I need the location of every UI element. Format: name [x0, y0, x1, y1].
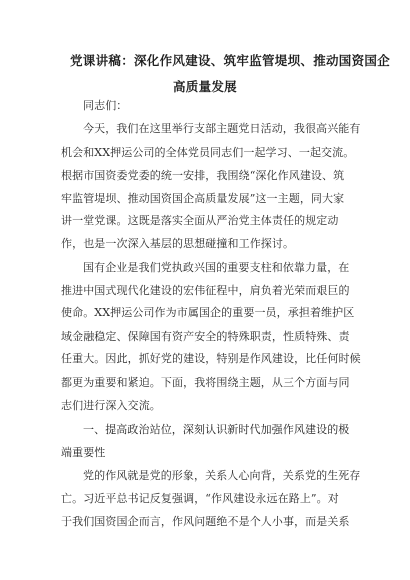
title-line-2: 高质量发展	[172, 79, 237, 94]
title-line-1: 党课讲稿：深化作风建设、筑牢监管堤坝、推动国资国企	[70, 53, 391, 68]
section-heading: 一、提高政治站位，深刻认识新时代加强作风建设的极	[83, 423, 350, 436]
paragraph-line: 党的作风就是党的形象，关系人心向背，关系党的生死存	[83, 469, 361, 482]
paragraph-line: 于我们国资国企而言，作风问题绝不是个人小事，而是关系	[61, 515, 350, 528]
paragraph-line: 牢监管堤坝、推动国资国企高质量发展”这一主题，同大家	[61, 192, 345, 205]
paragraph-line: 国有企业是我们党执政兴国的重要支柱和依靠力量，在	[83, 261, 350, 274]
paragraph-line: 讲一堂党课。这既是落实全面从严治党主体责任的规定动	[61, 214, 339, 227]
paragraph-line: 志们进行深入交流。	[61, 399, 161, 412]
paragraph-line: 机会和XX押运公司的全体党员同志们一起学习、一起交流。	[61, 146, 355, 159]
paragraph-line: 都更为重要和紧迫。下面，我将围绕主题，从三个方面与同	[61, 376, 350, 389]
paragraph-line: 使命。XX押运公司作为市属国企的重要一员，承担着维护区	[61, 306, 355, 319]
paragraph-line: 推进中国式现代化建设的宏伟征程中，肩负着光荣而艰巨的	[61, 284, 350, 297]
salutation: 同志们：	[83, 99, 128, 112]
paragraph-line: 亡。习近平总书记反复强调，“作风建设永远在路上”。对	[61, 492, 339, 505]
paragraph-line: 作，也是一次深入基层的思想碰撞和工作探讨。	[61, 237, 295, 250]
paragraph-line: 任重大。因此，抓好党的建设，特别是作风建设，比任何时候	[61, 352, 361, 365]
paragraph-line: 今天，我们在这里举行支部主题党日活动，我很高兴能有	[83, 122, 361, 135]
section-heading: 端重要性	[61, 446, 106, 459]
paragraph-line: 域金融稳定、保障国有资产安全的特殊职责，性质特殊、责	[61, 330, 350, 343]
paragraph-line: 根据市国资委党委的统一安排，我围绕“深化作风建设、筑	[61, 169, 345, 182]
